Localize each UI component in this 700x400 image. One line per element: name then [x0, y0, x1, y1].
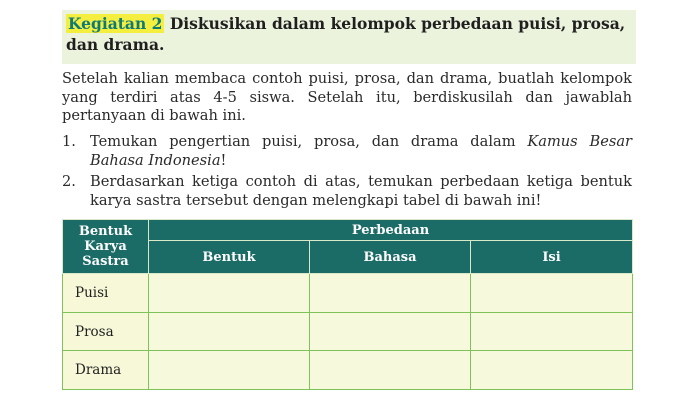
cell-drama-bahasa[interactable] — [310, 351, 471, 390]
kegiatan-label: Kegiatan 2 — [68, 14, 163, 33]
header-bentuk-karya-sastra: Bentuk Karya Sastra — [63, 220, 149, 274]
cell-drama-bentuk[interactable] — [149, 351, 310, 390]
question-list — [62, 133, 632, 213]
cell-prosa-bentuk[interactable] — [149, 313, 310, 351]
question-2-text: Berdasarkan ketiga contoh di atas, temukan perbedaan ketiga bentuk karya sastra tersebut dengan melengkapi tabel di bawah ini! — [90, 173, 632, 209]
cell-prosa-isi[interactable] — [471, 313, 633, 351]
row-label-puisi: Puisi — [63, 274, 149, 313]
question-1-text: Temukan pengertian puisi, prosa, dan drama dalam — [90, 133, 528, 150]
kegiatan-heading — [66, 13, 632, 55]
question-1-italic: Kamus Besar Bahasa Indonesia — [90, 133, 632, 169]
cell-puisi-bahasa[interactable] — [310, 274, 471, 313]
cell-puisi-bentuk[interactable] — [149, 274, 310, 313]
row-label-drama: Drama — [63, 351, 149, 390]
question-1 — [62, 133, 632, 170]
comparison-table — [62, 219, 633, 390]
question-2-number: 2. — [62, 173, 76, 190]
question-1-end: ! — [220, 151, 227, 169]
question-1-number: 1. — [62, 133, 76, 150]
header-bentuk: Bentuk — [149, 241, 310, 274]
instruction-paragraph: Setelah kalian membaca contoh puisi, prosa, dan drama, buatlah kelompok yang terdiri atas 4-5 siswa. Setelah itu, berdiskusilah dan jawablah pertanyaan di bawah ini. — [62, 70, 632, 124]
cell-puisi-isi[interactable] — [471, 274, 633, 313]
header-bahasa: Bahasa — [310, 241, 471, 274]
header-isi: Isi — [471, 241, 633, 274]
cell-drama-isi[interactable] — [471, 351, 633, 390]
question-2 — [62, 173, 632, 210]
row-label-prosa: Prosa — [63, 313, 149, 351]
header-perbedaan: Perbedaan — [149, 220, 633, 241]
kegiatan-title: Diskusikan dalam kelompok perbedaan puisi, prosa, dan drama. — [66, 14, 626, 54]
cell-prosa-bahasa[interactable] — [310, 313, 471, 351]
